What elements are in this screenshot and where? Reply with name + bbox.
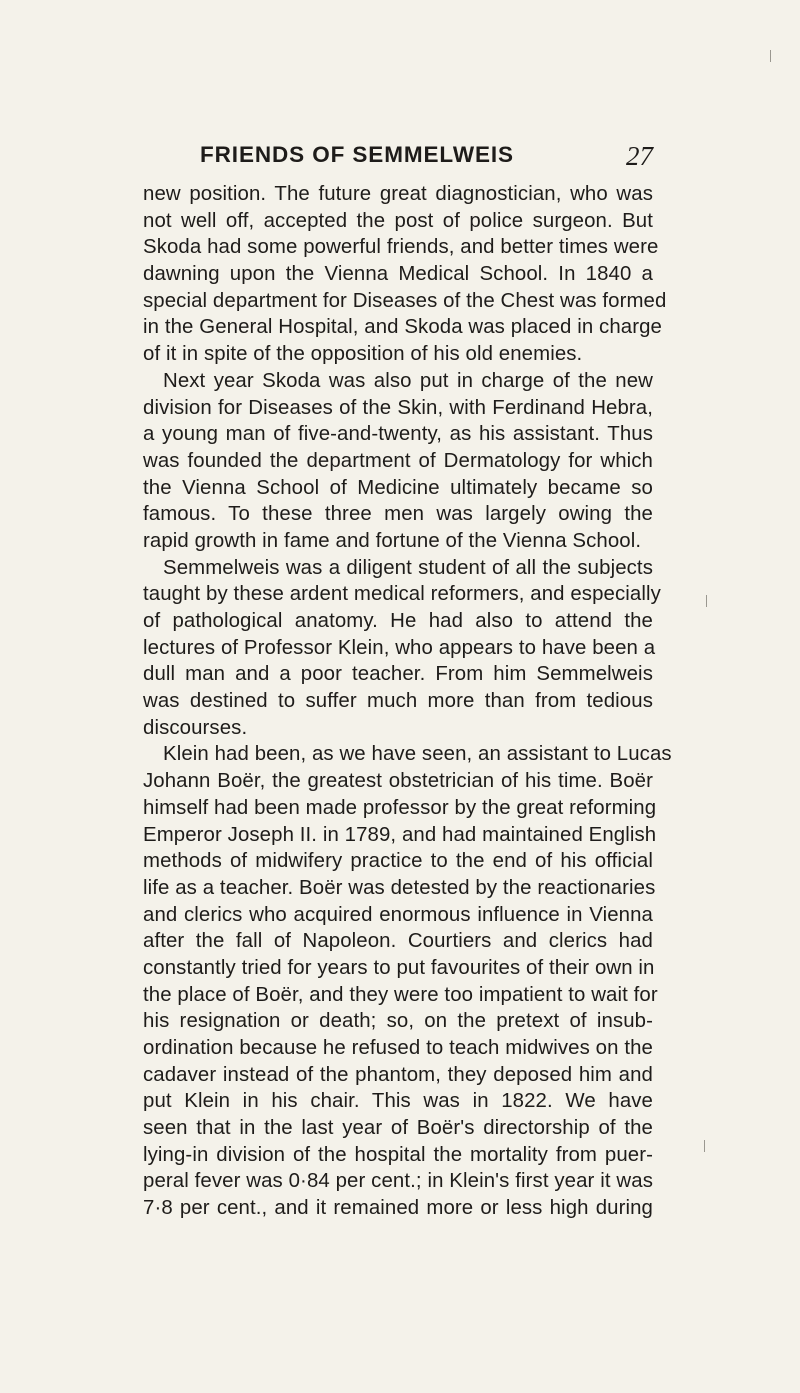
text-line: dawning upon the Vienna Medical School. In 1840 a xyxy=(143,263,653,286)
text-line: famous. To these three men was largely owing the xyxy=(143,503,653,526)
body-text xyxy=(143,181,672,1222)
text-line: put Klein in his chair. This was in 1822. We have xyxy=(143,1090,653,1113)
text-line: Skoda had some powerful friends, and better times were xyxy=(143,236,659,259)
text-line: new position. The future great diagnostician, who was xyxy=(143,183,653,205)
text-line: division for Diseases of the Skin, with Ferdinand Hebra, xyxy=(143,396,653,419)
text-line: 7·8 per cent., and it remained more or less high during xyxy=(143,1197,653,1220)
page-number: 27 xyxy=(626,141,653,171)
text-line: a young man of five-and-twenty, as his assistant. Thus xyxy=(143,423,653,446)
running-title: FRIENDS OF SEMMELWEIS xyxy=(200,142,514,167)
text-line: his resignation or death; so, on the pretext of insub- xyxy=(143,1010,653,1033)
text-line: and clerics who acquired enormous influence in Vienna xyxy=(143,903,653,926)
text-line: ordination because he refused to teach midwives on the xyxy=(143,1037,653,1059)
text-line: of pathological anatomy. He had also to attend the xyxy=(143,610,653,632)
text-line: Klein had been, as we have seen, an assistant to Lucas xyxy=(163,743,672,766)
text-line: constantly tried for years to put favourites of their own in xyxy=(143,956,655,979)
text-line: seen that in the last year of Boër's directorship of the xyxy=(143,1117,653,1140)
text-line: peral fever was 0·84 per cent.; in Klein's first year it was xyxy=(143,1170,653,1193)
text-line: Johann Boër, the greatest obstetrician of his time. Boër xyxy=(143,770,653,793)
text-line: special department for Diseases of the Chest was formed xyxy=(143,289,667,312)
text-line: life as a teacher. Boër was detested by the reactionaries xyxy=(143,876,656,899)
text-line: discourses. xyxy=(143,716,248,739)
text-line: lectures of Professor Klein, who appears to have been a xyxy=(143,636,656,659)
text-line: after the fall of Napoleon. Courtiers and clerics had xyxy=(143,930,653,953)
text-line: the Vienna School of Medicine ultimately became so xyxy=(143,476,653,499)
text-line: of it in spite of the opposition of his old enemies. xyxy=(143,343,583,366)
text-line: in the General Hospital, and Skoda was placed in charge xyxy=(143,316,662,339)
text-line: rapid growth in fame and fortune of the Vienna School. xyxy=(143,529,642,552)
text-line: methods of midwifery practice to the end of his official xyxy=(143,850,653,873)
text-line: taught by these ardent medical reformers, and especially xyxy=(143,583,661,606)
text-line: was destined to suffer much more than from tedious xyxy=(143,690,653,713)
text-line: Emperor Joseph II. in 1789, and had maintained English xyxy=(143,823,657,846)
margin-mark xyxy=(704,1140,705,1152)
text-line: Semmelweis was a diligent student of all the subjects xyxy=(163,556,653,579)
text-line: cadaver instead of the phantom, they deposed him and xyxy=(143,1063,653,1086)
text-line: the place of Boër, and they were too impatient to wait for xyxy=(143,983,658,1006)
margin-mark xyxy=(706,595,707,607)
text-line: dull man and a poor teacher. From him Semmelweis xyxy=(143,663,653,686)
text-line: not well off, accepted the post of police surgeon. But xyxy=(143,209,653,232)
text-line: Next year Skoda was also put in charge of the new xyxy=(163,369,653,392)
running-head xyxy=(143,140,653,176)
text-line: was founded the department of Dermatology for which xyxy=(143,449,653,472)
text-line: himself had been made professor by the great reforming xyxy=(143,796,657,819)
text-line: lying-in division of the hospital the mortality from puer- xyxy=(143,1143,653,1166)
margin-mark xyxy=(770,50,771,62)
